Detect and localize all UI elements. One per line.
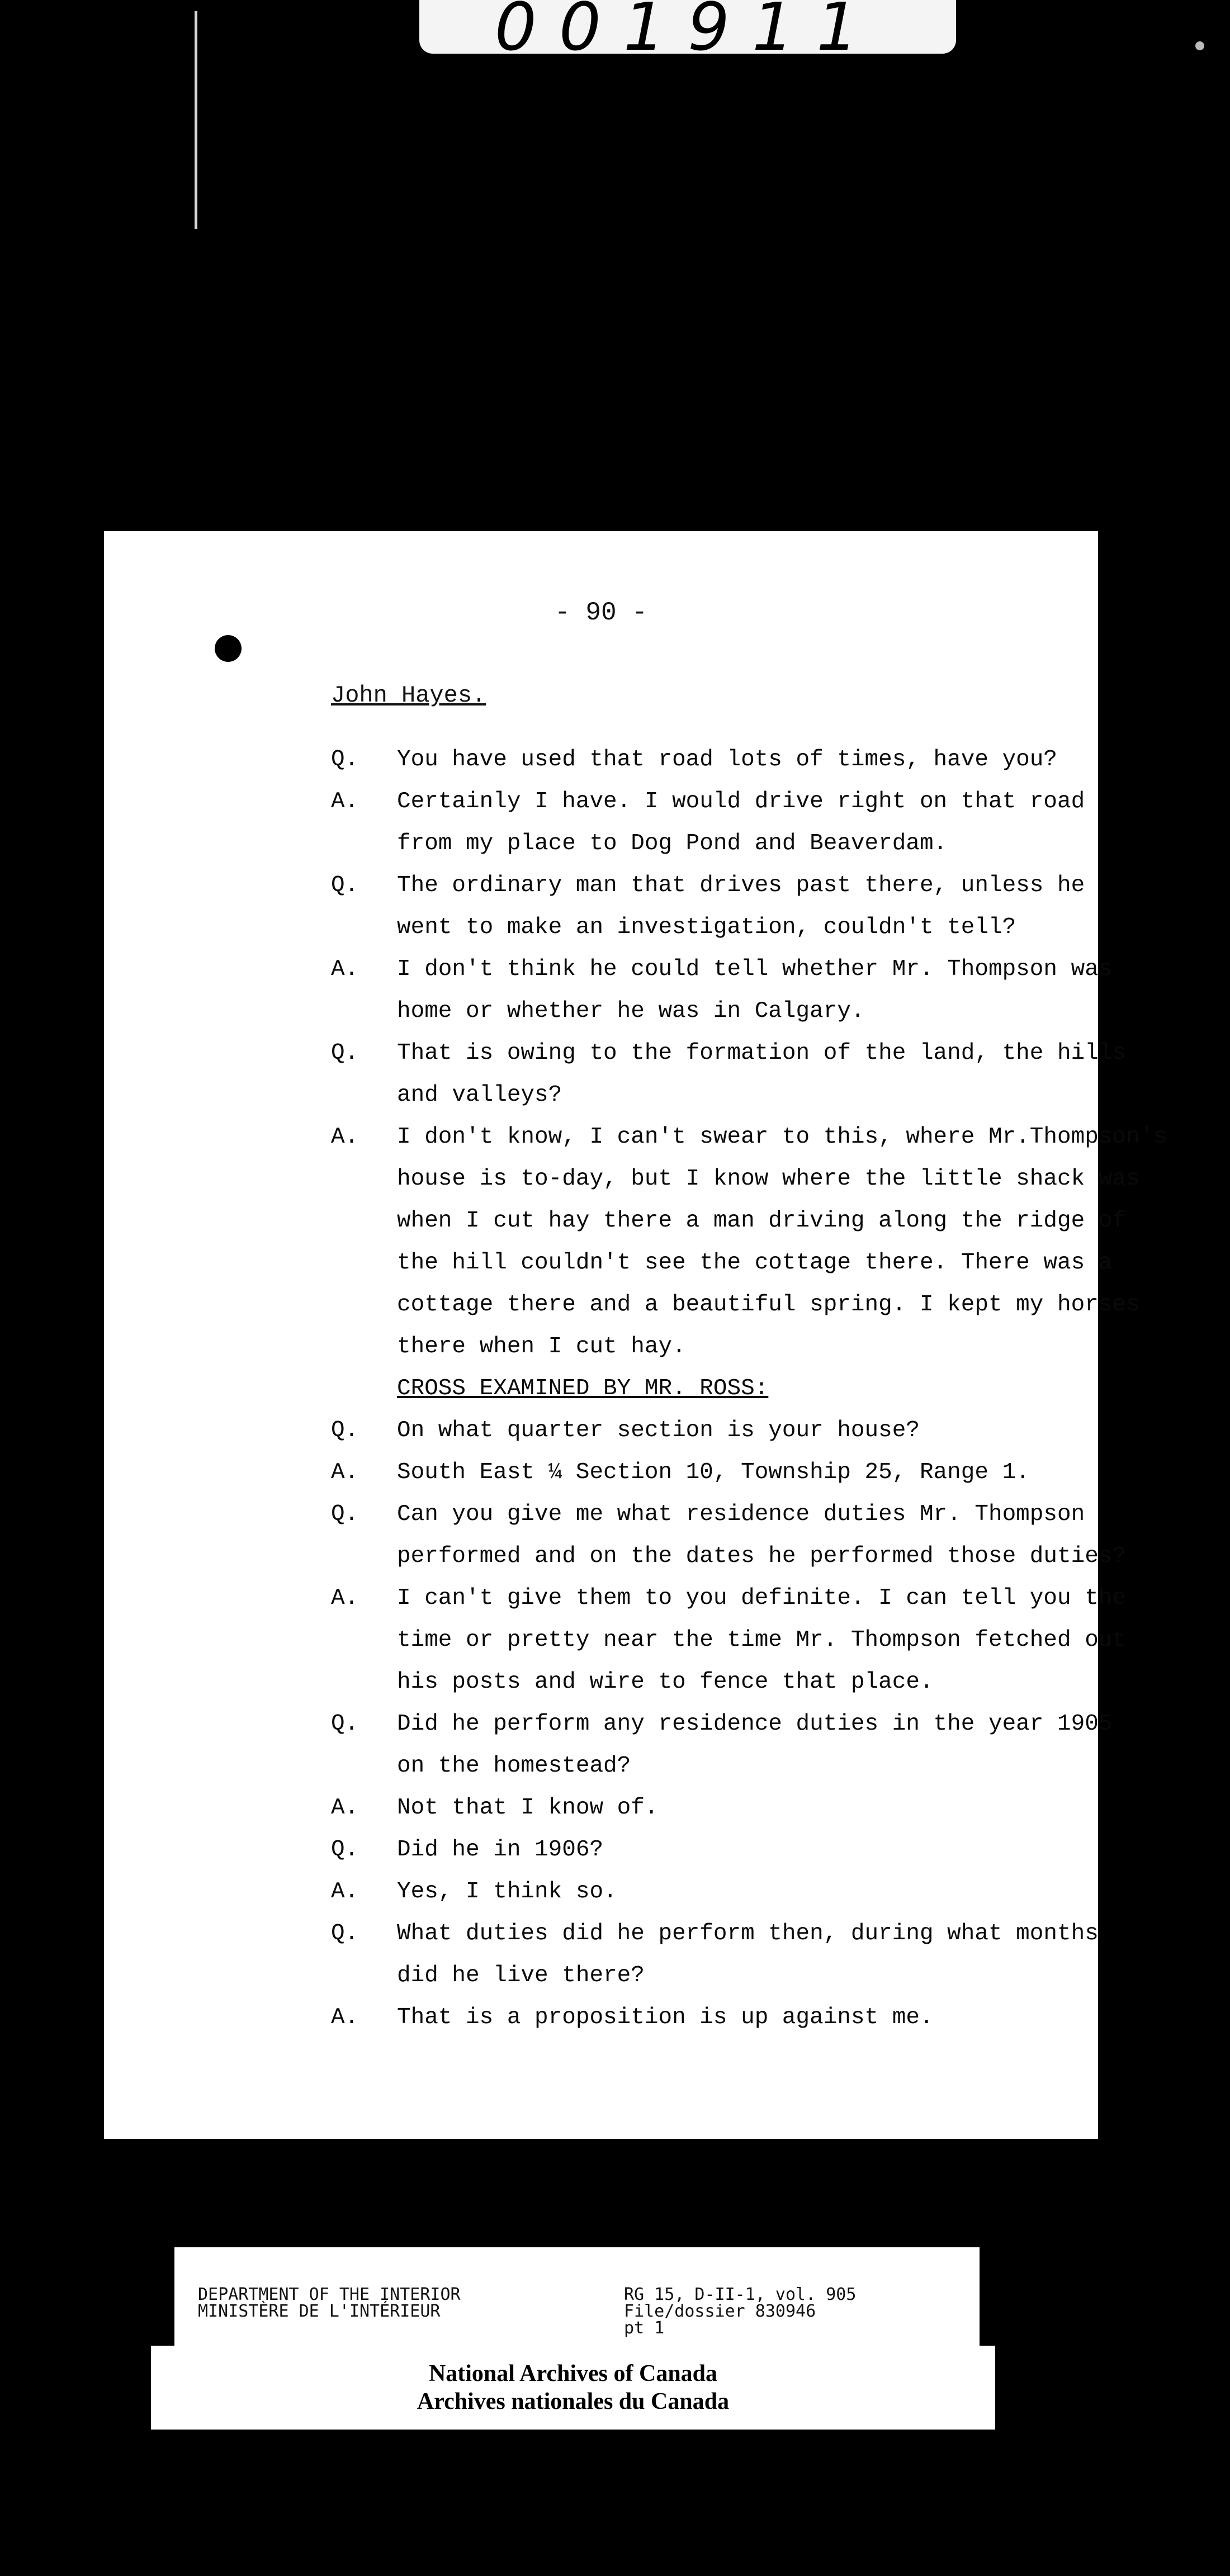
file-number: File/dossier 830946 (624, 2302, 816, 2321)
question-marker: Q. (331, 1502, 359, 1527)
answer-marker: A. (331, 1124, 359, 1150)
question-marker: Q. (331, 873, 359, 898)
document-page (104, 531, 1167, 2139)
question-text-line: Did he perform any residence duties in the year 1905 (397, 1711, 1113, 1737)
question-marker: Q. (331, 1837, 359, 1863)
answer-marker: A. (331, 789, 359, 815)
answer-text-line: house is to-day, but I know where the little shack was (397, 1166, 1140, 1192)
question-text-line: Can you give me what residence duties Mr. Thompson (397, 1502, 1085, 1527)
question-text-line: on the homestead? (397, 1753, 631, 1779)
film-dot (1195, 41, 1204, 50)
answer-text-line: when I cut hay there a man driving along the ridge of (397, 1208, 1127, 1234)
department-names (198, 2286, 461, 2320)
question-text-line: That is owing to the formation of the land, the hills (397, 1040, 1127, 1066)
question-text-line: What duties did he perform then, during what months (397, 1921, 1099, 1947)
archive-name-en: National Archives of Canada (428, 2361, 718, 2386)
answer-marker: A. (331, 1879, 359, 1905)
archive-name-fr: Archives nationales du Canada (417, 2389, 730, 2414)
answer-marker: A. (331, 1795, 359, 1821)
question-text-line: went to make an investigation, couldn't tell? (397, 915, 1016, 940)
answer-text-line: Certainly I have. I would drive right on that road (397, 789, 1085, 815)
question-marker: Q. (331, 1711, 359, 1737)
question-text-line: performed and on the dates he performed those duties? (397, 1543, 1127, 1569)
witness-name: John Hayes. (331, 682, 486, 709)
question-text-line: did he live there? (397, 1963, 645, 1988)
archive-reference-label (174, 2247, 980, 2354)
question-text-line: You have used that road lots of times, have you? (397, 747, 1057, 773)
answer-text-line: from my place to Dog Pond and Beaverdam. (397, 831, 948, 856)
answer-text-line: time or pretty near the time Mr. Thompson fetched out (397, 1627, 1127, 1653)
film-tick-mark (195, 11, 197, 229)
answer-marker: A. (331, 2005, 359, 2030)
record-group: RG 15, D-II-1, vol. 905 (624, 2285, 857, 2304)
question-marker: Q. (331, 747, 359, 773)
file-reference (624, 2286, 856, 2337)
answer-text-line: cottage there and a beautiful spring. I kept my horses (397, 1292, 1140, 1318)
question-marker: Q. (331, 1418, 359, 1443)
section-heading: CROSS EXAMINED BY MR. ROSS: (397, 1376, 769, 1401)
department-en: DEPARTMENT OF THE INTERIOR (198, 2285, 461, 2304)
film-frame-number: 001911 (419, 0, 956, 54)
answer-marker: A. (331, 1585, 359, 1611)
answer-text-line: South East ¼ Section 10, Township 25, Range 1. (397, 1460, 1030, 1485)
answer-text-line: That is a proposition is up against me. (397, 2005, 934, 2030)
archive-name-card (151, 2346, 995, 2430)
question-text-line: Did he in 1906? (397, 1837, 604, 1863)
answer-text-line: home or whether he was in Calgary. (397, 998, 865, 1024)
answer-marker: A. (331, 956, 359, 982)
question-text-line: On what quarter section is your house? (397, 1418, 920, 1443)
part-number: pt 1 (624, 2318, 665, 2338)
answer-text-line: I can't give them to you definite. I can tell you the (397, 1585, 1127, 1611)
answer-text-line: the hill couldn't see the cottage there. There was a (397, 1250, 1113, 1276)
answer-text-line: I don't know, I can't swear to this, where Mr.Thompson's (397, 1124, 1167, 1150)
question-text-line: and valleys? (397, 1082, 562, 1108)
answer-text-line: Not that I know of. (397, 1795, 659, 1821)
answer-text-line: I don't think he could tell whether Mr. Thompson was (397, 956, 1113, 982)
question-marker: Q. (331, 1921, 359, 1947)
question-marker: Q. (331, 1040, 359, 1066)
answer-text-line: there when I cut hay. (397, 1334, 686, 1360)
page-number: - 90 - (555, 598, 647, 627)
answer-marker: A. (331, 1460, 359, 1485)
question-text-line: The ordinary man that drives past there, unless he (397, 873, 1085, 898)
transcript (104, 531, 1167, 2139)
department-fr: MINISTÈRE DE L'INTÉRIEUR (198, 2302, 441, 2321)
answer-text-line: Yes, I think so. (397, 1879, 617, 1905)
answer-text-line: his posts and wire to fence that place. (397, 1669, 934, 1695)
